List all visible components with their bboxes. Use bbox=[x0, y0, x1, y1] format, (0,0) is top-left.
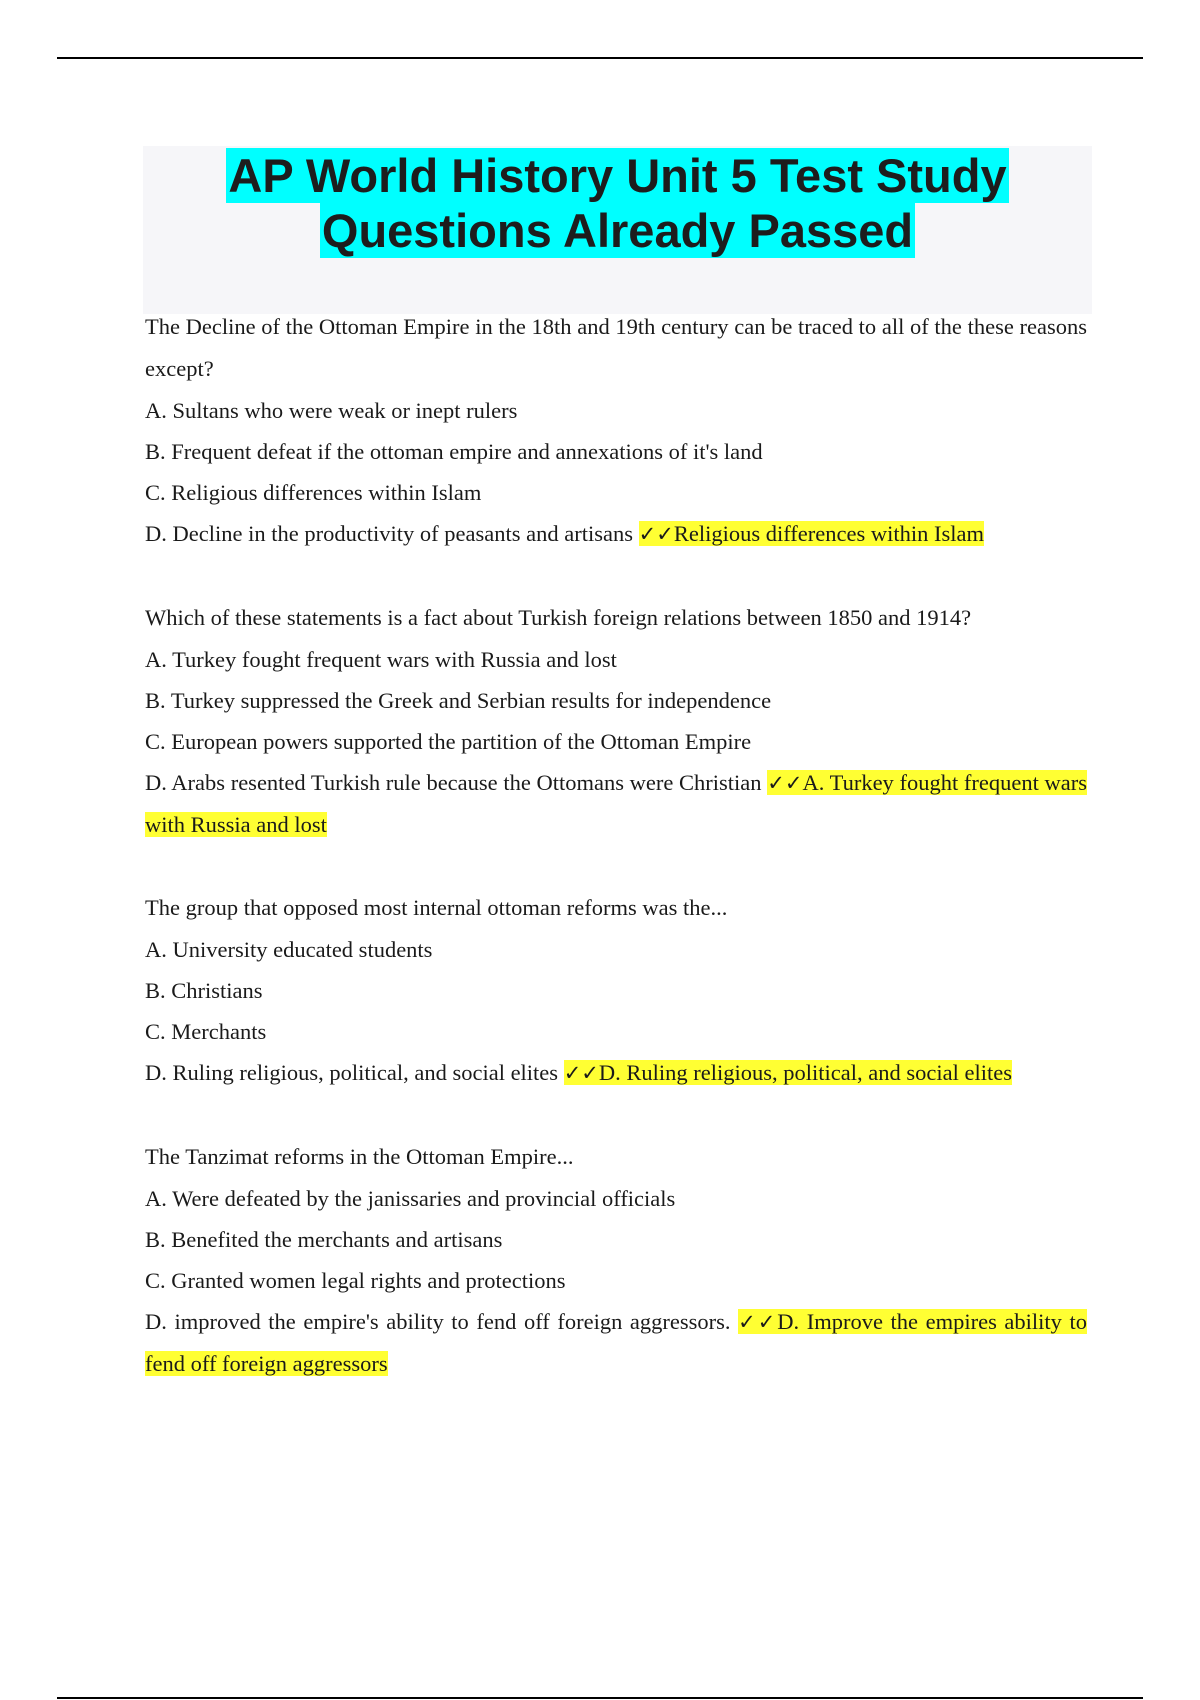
option-c: C. Granted women legal rights and protections bbox=[145, 1268, 566, 1293]
option-c: C. Merchants bbox=[145, 1019, 267, 1044]
option-c: C. European powers supported the partition of the Ottoman Empire bbox=[145, 729, 752, 754]
answer-highlight bbox=[639, 521, 984, 546]
option-a: A. Were defeated by the janissaries and provincial officials bbox=[145, 1186, 676, 1211]
footer-rule bbox=[57, 1697, 1143, 1699]
document-title bbox=[143, 146, 1092, 258]
option-a: A. Sultans who were weak or inept rulers bbox=[145, 398, 518, 423]
option-d-with-answer bbox=[145, 1301, 1087, 1384]
option-b: B. Frequent defeat if the ottoman empire and annexations of it's land bbox=[145, 439, 763, 464]
question-block bbox=[145, 1136, 1087, 1384]
header-rule bbox=[57, 57, 1143, 59]
option-a: A. University educated students bbox=[145, 937, 433, 962]
question-text: Which of these statements is a fact about Turkish foreign relations between 1850 and 1914? bbox=[145, 605, 972, 630]
option-b: B. Benefited the merchants and artisans bbox=[145, 1227, 503, 1252]
answer-text: D. Improve the empires ability to fend off foreign aggressors bbox=[145, 1309, 1088, 1376]
question-text: The Tanzimat reforms in the Ottoman Empire... bbox=[145, 1144, 574, 1169]
answer-text: Religious differences within Islam bbox=[673, 521, 984, 546]
question-text: The Decline of the Ottoman Empire in the 18th and 19th century can be traced to all of the these reasons except? bbox=[145, 314, 1087, 381]
option-d-with-answer bbox=[145, 1052, 1087, 1094]
answer-text: A. Turkey fought frequent wars with Russia and lost bbox=[145, 770, 1087, 837]
answer-text: D. Ruling religious, political, and social elites bbox=[598, 1060, 1012, 1085]
option-d: D. Arabs resented Turkish rule because the Ottomans were Christian bbox=[145, 770, 762, 795]
option-d: D. Ruling religious, political, and social elites bbox=[145, 1060, 559, 1085]
option-d-with-answer bbox=[145, 513, 1087, 555]
question-block bbox=[145, 887, 1087, 1094]
option-c: C. Religious differences within Islam bbox=[145, 480, 482, 505]
question-block bbox=[145, 306, 1087, 555]
check-mark-icon: ✓✓ bbox=[767, 771, 803, 795]
option-b: B. Christians bbox=[145, 978, 263, 1003]
answer-highlight bbox=[564, 1060, 1012, 1085]
option-d: D. improved the empire's ability to fend off foreign aggressors. bbox=[145, 1309, 731, 1334]
check-mark-icon: ✓✓ bbox=[738, 1310, 778, 1334]
questions-list bbox=[145, 306, 1087, 1426]
option-d-with-answer bbox=[145, 762, 1087, 845]
option-a: A. Turkey fought frequent wars with Russia and lost bbox=[145, 647, 617, 672]
title-line-1: AP World History Unit 5 Test Study bbox=[228, 149, 1007, 202]
title-line-2: Questions Already Passed bbox=[321, 204, 914, 257]
option-b: B. Turkey suppressed the Greek and Serbian results for independence bbox=[145, 688, 772, 713]
option-d: D. Decline in the productivity of peasants and artisans bbox=[145, 521, 633, 546]
title-banner bbox=[143, 146, 1092, 314]
question-text: The group that opposed most internal ottoman reforms was the... bbox=[145, 895, 728, 920]
question-block bbox=[145, 597, 1087, 845]
check-mark-icon: ✓✓ bbox=[563, 1061, 599, 1085]
check-mark-icon: ✓✓ bbox=[638, 522, 674, 546]
